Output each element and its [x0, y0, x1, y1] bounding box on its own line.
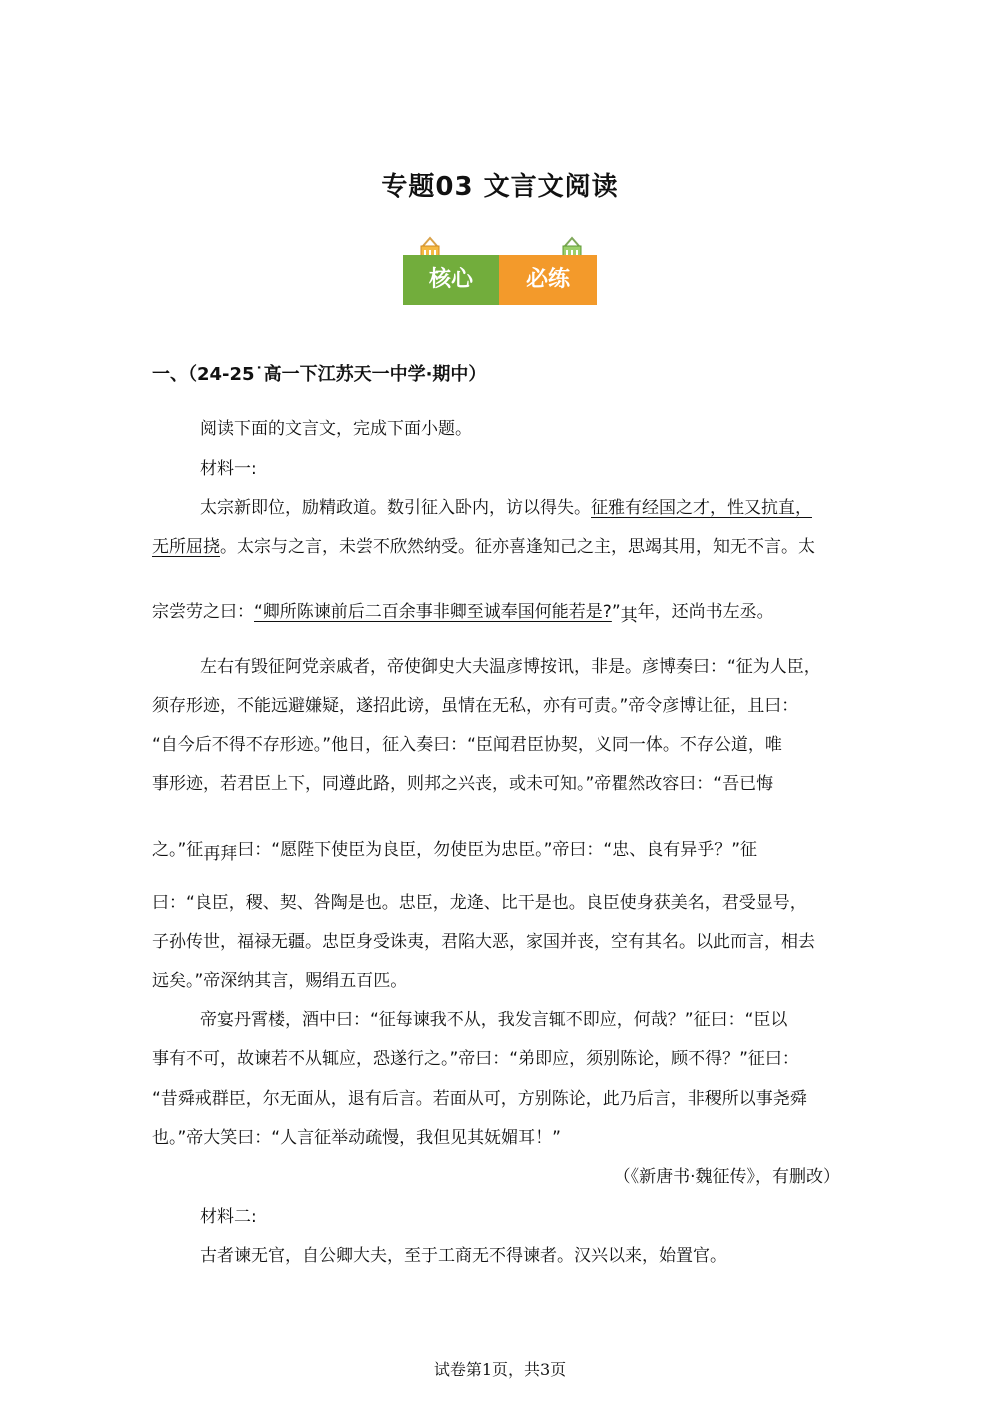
text-span: 再拜 [203, 844, 238, 864]
text-line: 事有不可，故谏若不从辄应，恐遂行之。”帝曰：“弟即应，须别陈论，顾不得？”征曰： [152, 1049, 799, 1069]
text-span: 其 [620, 606, 638, 626]
text-span: 之。”征 [152, 840, 204, 860]
text-line [152, 597, 774, 626]
text-line: 远矣。”帝深纳其言，赐绢五百匹。 [152, 971, 408, 991]
text-span: 。太宗与之言，未尝不欣然纳受。征亦喜逢知己之主，思竭其用，知无不言。太 [220, 537, 815, 557]
text-line: “自今后不得不存形迹。”他日，征入奏曰：“臣闻君臣协契，义同一体。不存公道，唯 [152, 735, 782, 755]
section-badge [403, 236, 597, 308]
badge-practice: 必练 [499, 255, 597, 305]
material-label: 材料一: [200, 459, 257, 479]
question-number: 一、 [152, 364, 188, 385]
text-line: 须存形迹，不能远避嫌疑，遂招此谤，虽情在无私，亦有可责。”帝令彦博让征，且曰： [152, 696, 799, 716]
text-line: “昔舜戒群臣，尔无面从，退有后言。若面从可，方别陈论，此乃后言，非稷所以事尧舜 [152, 1089, 807, 1109]
text-line [152, 532, 815, 557]
citation: （《新唐书·魏征传》，有删改） [613, 1167, 840, 1187]
question-source: （24-25˙高一下江苏天一中学·期中） [188, 364, 487, 385]
text-line: 左右有毁征阿党亲戚者，帝使御史大夫温彦博按讯，非是。彦博奏曰：“征为人臣， [200, 657, 821, 677]
text-span: 年，还尚书左丞。 [637, 602, 774, 622]
text-line: 子孙传世，福禄无疆。忠臣身受诛夷，君陷大恶，家国并丧，空有其名。以此而言，相去 [152, 932, 815, 952]
instruction: 阅读下面的文言文，完成下面小题。 [200, 419, 472, 439]
text-span: ” [611, 602, 621, 622]
text-line: 也。”帝大笑曰：“人言征举动疏慢，我但见其妩媚耳！” [152, 1128, 561, 1148]
text-line: 曰：“良臣，稷、契、咎陶是也。忠臣，龙逄、比干是也。良臣使身获美名，君受显号， [152, 893, 807, 913]
text-span: 宗尝劳之曰： [152, 602, 254, 622]
text-line [152, 835, 758, 864]
text-line: 事形迹，若君臣上下，同遵此路，则邦之兴丧，或未可知。”帝瞿然改容曰：“吾已悔 [152, 774, 774, 794]
text-line: 古者谏无官，自公卿大夫，至于工商无不得谏者。汉兴以来，始置官。 [200, 1246, 727, 1266]
underlined-text: 征雅有经国之才，性又抗直， [591, 498, 812, 518]
question-heading [152, 360, 486, 386]
badge-core: 核心 [403, 255, 499, 305]
material-label: 材料二: [200, 1207, 257, 1227]
underlined-text: 无所屈挠 [152, 537, 220, 557]
text-span: 太宗新即位，励精政道。数引征入卧内，访以得失。 [200, 498, 591, 518]
underlined-text: “卿所陈谏前后二百余事非卿至诚奉国何能若是? [254, 602, 612, 622]
page-title: 专题03 文言文阅读 [381, 172, 619, 202]
text-line [200, 493, 812, 518]
page-footer: 试卷第1页，共3页 [433, 1360, 567, 1379]
text-line: 帝宴丹霄楼，酒中曰：“征每谏我不从，我发言辄不即应，何哉？”征曰：“臣以 [200, 1010, 788, 1030]
text-span: 曰：“愿陛下使臣为良臣，勿使臣为忠臣。”帝曰：“忠、良有异乎？”征 [237, 840, 758, 860]
